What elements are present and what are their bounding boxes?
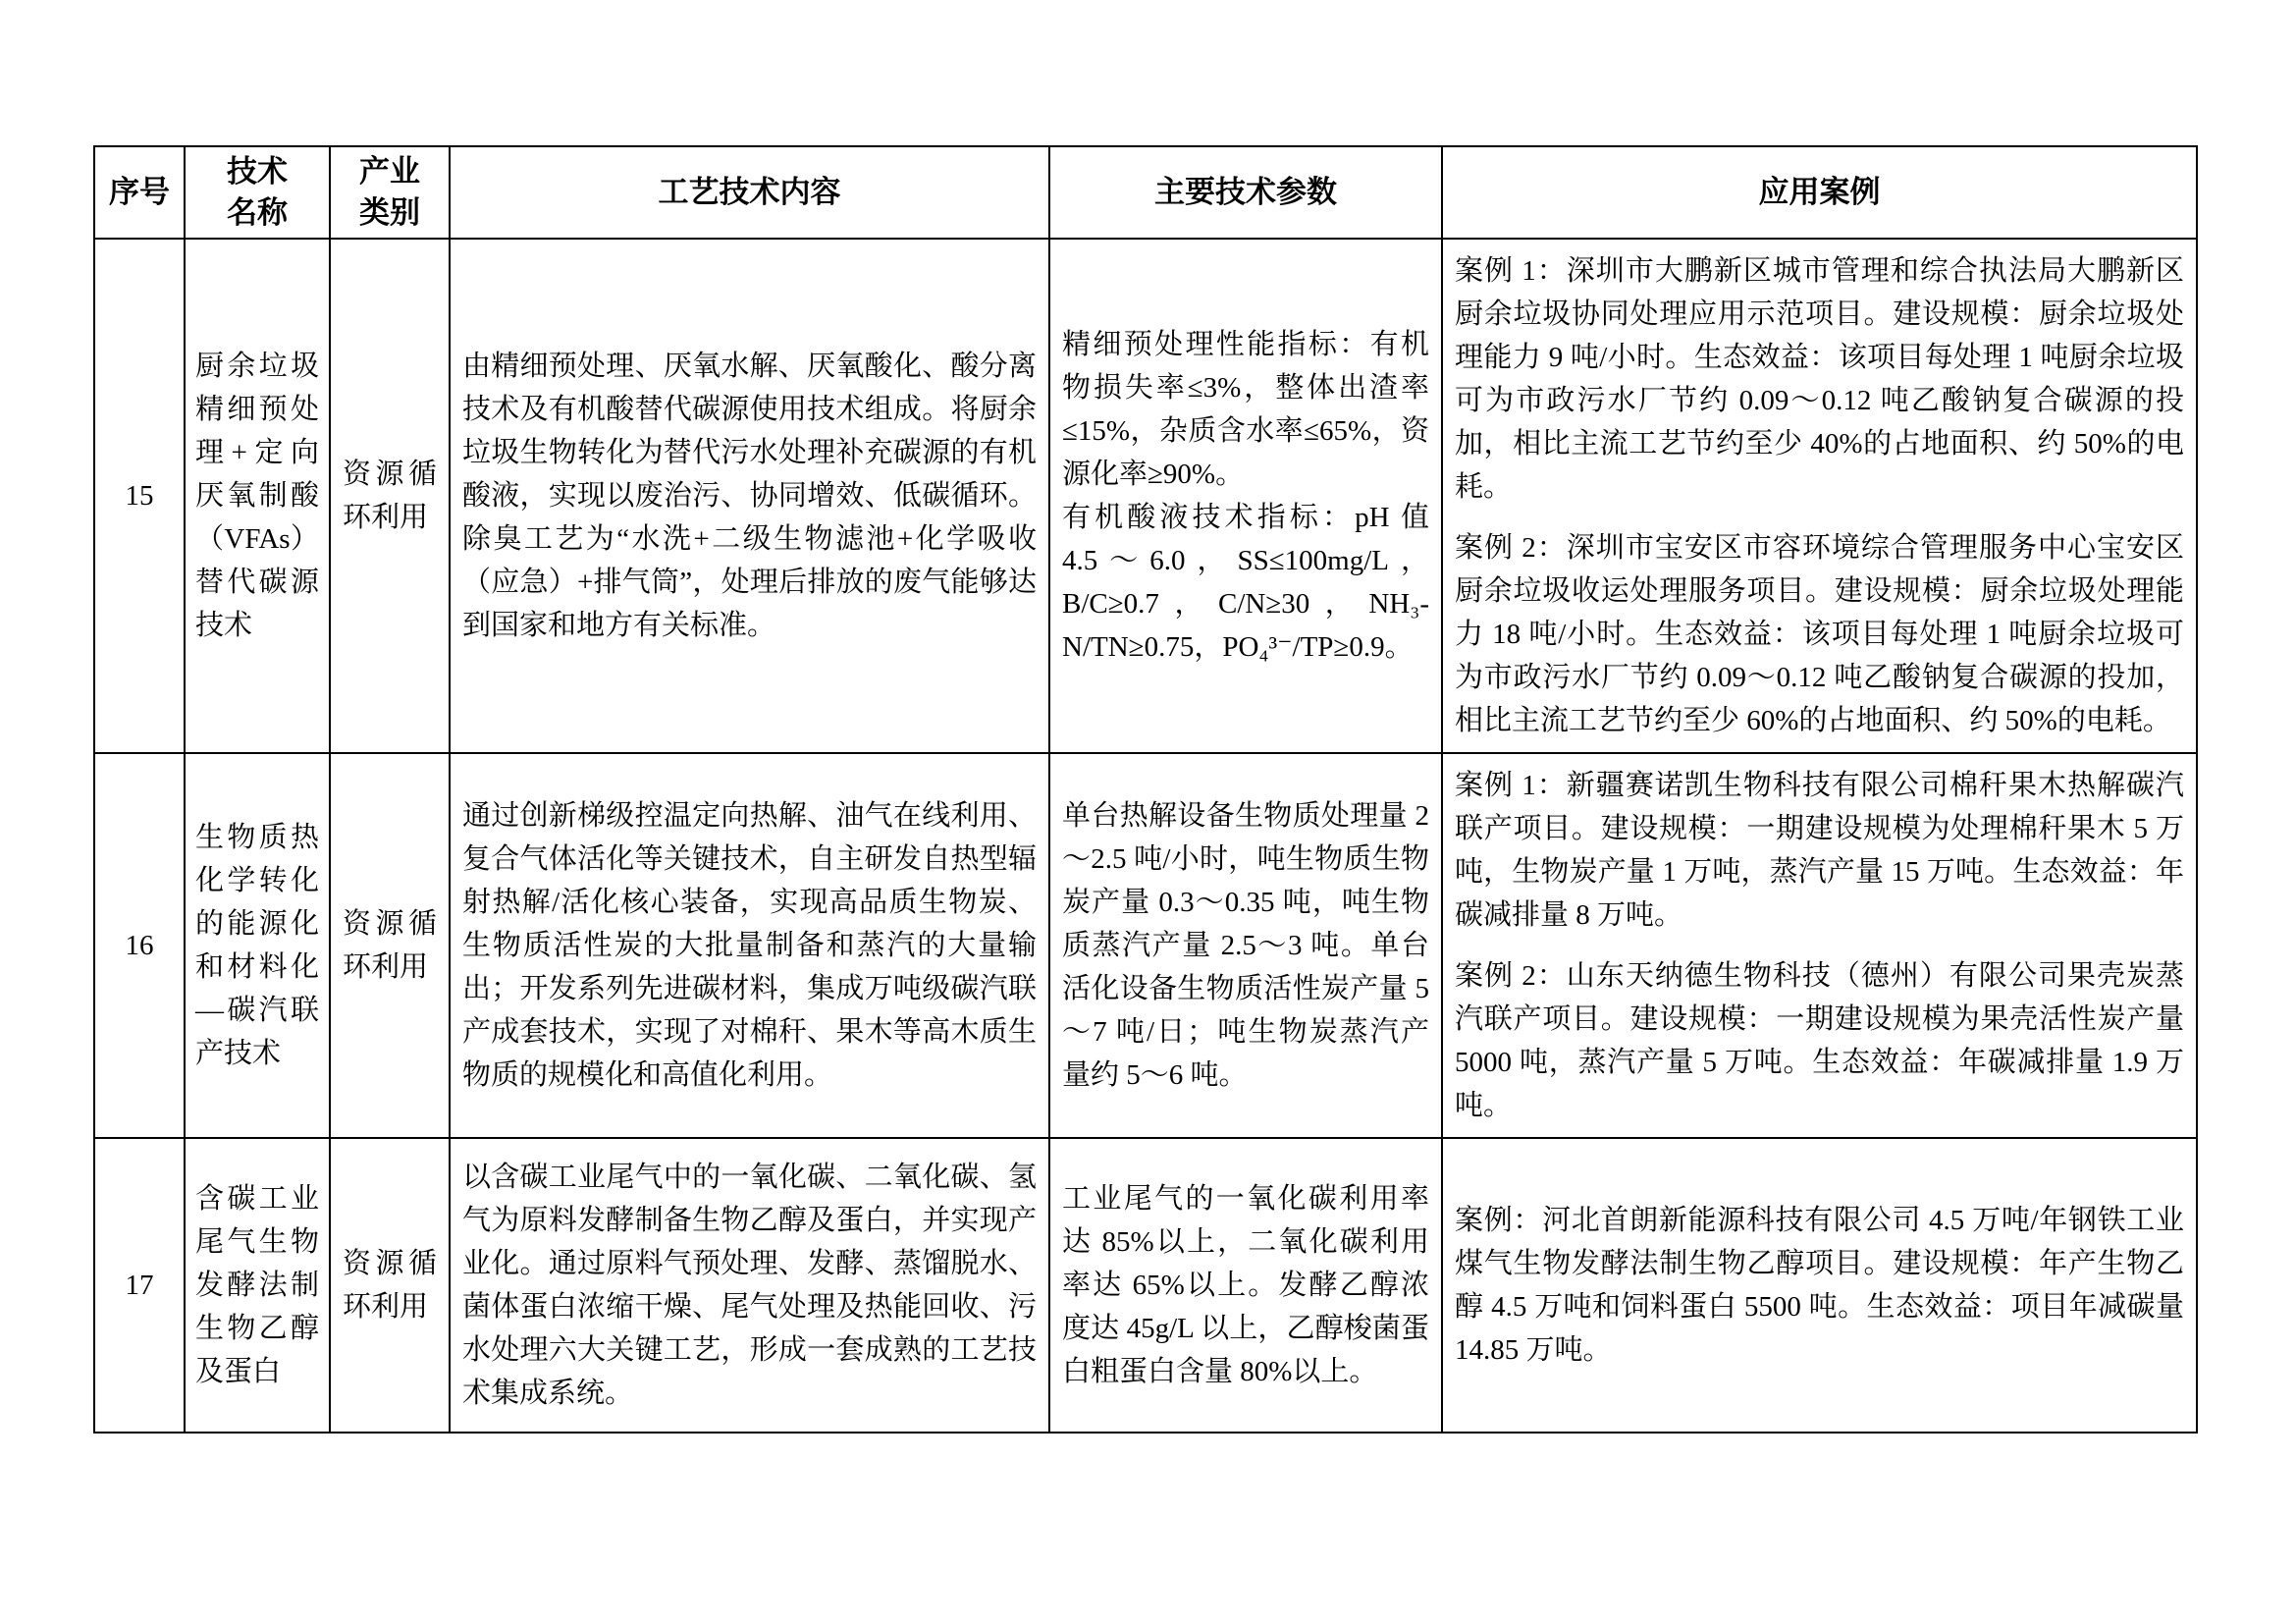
row-15-params-para-2: 有机酸液技术指标：pH 值 4.5～6.0，SS≤100mg/L，B/C≥0.7，C/N≥30，NH₃-N/TN≥0.75，PO₄³⁻/TP≥0.9。 [1062,502,1429,663]
technology-table [93,145,2198,1434]
header-label-category-line2: 类别 [359,195,420,230]
row-17-content-text: 以含碳工业尾气中的一氧化碳、二氧化碳、氢气为原料发酵制备生物乙醇及蛋白，并实现产业化。通过原料气预处理、发酵、蒸馏脱水、菌体蛋白浓缩干燥、尾气处理及热能回收、污水处理六大关键工艺，形成一套成熟的工艺技术集成系统。 [462,1162,1037,1409]
row-17-content [450,1138,1049,1433]
row-17-category: 资源循环利用 [330,1138,450,1433]
header-cell-name [185,146,330,239]
row-17-params [1049,1138,1442,1433]
row-16-params-para-1: 单台热解设备生物质处理量 2～2.5 吨/小时，吨生物质生物炭产量 0.3～0.35 吨，吨生物质蒸汽产量 2.5～3 吨。单台活化设备生物质活性炭产量 5～7 吨/日；吨生物炭蒸汽产量约 5～6 吨。 [1062,800,1429,1091]
header-cell-cases [1442,146,2197,239]
table-row-16 [94,753,2197,1138]
row-15-case-1: 案例 1：深圳市大鹏新区城市管理和综合执法局大鹏新区厨余垃圾协同处理应用示范项目。建设规模：厨余垃圾处理能力 9 吨/小时。生态效益：该项目每处理 1 吨厨余垃圾可为市政污水厂节约 0.09～0.12 吨乙酸钠复合碳源的投加，相比主流工艺节约至少 40%的占地面积、约 50%的电耗。 [1455,255,2184,503]
table-row-17 [94,1138,2197,1433]
row-16-params [1049,753,1442,1138]
row-17-name: 含碳工业尾气生物发酵法制生物乙醇及蛋白 [185,1138,330,1433]
row-16-case-2: 案例 2：山东天纳德生物科技（德州）有限公司果壳炭蒸汽联产项目。建设规模：一期建设规模为果壳活性炭产量 5000 吨，蒸汽产量 5 万吨。生态效益：年碳减排量 1.9 万吨。 [1455,960,2184,1121]
table-row-15 [94,239,2197,753]
row-16-content [450,753,1049,1138]
header-row [94,146,2197,239]
row-15-name: 厨余垃圾精细预处理+定向厌氧制酸（VFAs）替代碳源技术 [185,239,330,753]
header-label-name-line2: 名称 [227,195,288,230]
header-label-params: 主要技术参数 [1154,175,1337,209]
row-15-cases [1442,239,2197,753]
row-15-content [450,239,1049,753]
row-16-case-1: 案例 1：新疆赛诺凯生物科技有限公司棉秆果木热解碳汽联产项目。建设规模：一期建设规模为处理棉秆果木 5 万吨，生物炭产量 1 万吨，蒸汽产量 15 万吨。生态效益：年碳减排量 8 万吨。 [1455,770,2184,931]
row-16-name: 生物质热化学转化的能源化和材料化—碳汽联产技术 [185,753,330,1138]
row-16-category: 资源循环利用 [330,753,450,1138]
row-17-case-1: 案例：河北首朗新能源科技有限公司 4.5 万吨/年钢铁工业煤气生物发酵法制生物乙醇项目。建设规模：年产生物乙醇 4.5 万吨和饲料蛋白 5500 吨。生态效益：项目年减碳量 14.85 万吨。 [1455,1205,2184,1366]
row-15-params [1049,239,1442,753]
row-17-no: 17 [94,1138,185,1433]
row-16-cases [1442,753,2197,1138]
row-15-params-para-1: 精细预处理性能指标：有机物损失率≤3%，整体出渣率≤15%，杂质含水率≤65%，资源化率≥90%。 [1062,329,1429,490]
header-label-content: 工艺技术内容 [658,175,841,209]
header-cell-no [94,146,185,239]
header-label-no: 序号 [109,175,170,209]
row-17-params-para-1: 工业尾气的一氧化碳利用率达 85%以上，二氧化碳利用率达 65%以上。发酵乙醇浓度达 45g/L 以上，乙醇梭菌蛋白粗蛋白含量 80%以上。 [1062,1183,1429,1387]
header-label-name-line1: 技术 [227,154,288,189]
header-cell-content [450,146,1049,239]
row-15-case-2: 案例 2：深圳市宝安区市容环境综合管理服务中心宝安区厨余垃圾收运处理服务项目。建设规模：厨余垃圾处理能力 18 吨/小时。生态效益：该项目每处理 1 吨厨余垃圾可为市政污水厂节约 0.09～0.12 吨乙酸钠复合碳源的投加，相比主流工艺节约至少 60%的占地面积、约 50%的电耗。 [1455,532,2184,736]
row-16-no: 16 [94,753,185,1138]
header-cell-params [1049,146,1442,239]
header-label-cases: 应用案例 [1758,175,1881,209]
row-16-content-text: 通过创新梯级控温定向热解、油气在线利用、复合气体活化等关键技术，自主研发自热型辐射热解/活化核心装备，实现高品质生物炭、生物质活性炭的大批量制备和蒸汽的大量输出；开发系列先进碳材料，集成万吨级碳汽联产成套技术，实现了对棉秆、果木等高木质生物质的规模化和高值化利用。 [462,800,1037,1091]
row-17-cases [1442,1138,2197,1433]
row-15-content-text: 由精细预处理、厌氧水解、厌氧酸化、酸分离技术及有机酸替代碳源使用技术组成。将厨余垃圾生物转化为替代污水处理补充碳源的有机酸液，实现以废治污、协同增效、低碳循环。除臭工艺为“水洗+二级生物滤池+化学吸收（应急）+排气筒”，处理后排放的废气能够达到国家和地方有关标准。 [462,351,1037,641]
header-cell-category [330,146,450,239]
row-15-category: 资源循环利用 [330,239,450,753]
row-15-no: 15 [94,239,185,753]
header-label-category-line1: 产业 [359,154,420,189]
